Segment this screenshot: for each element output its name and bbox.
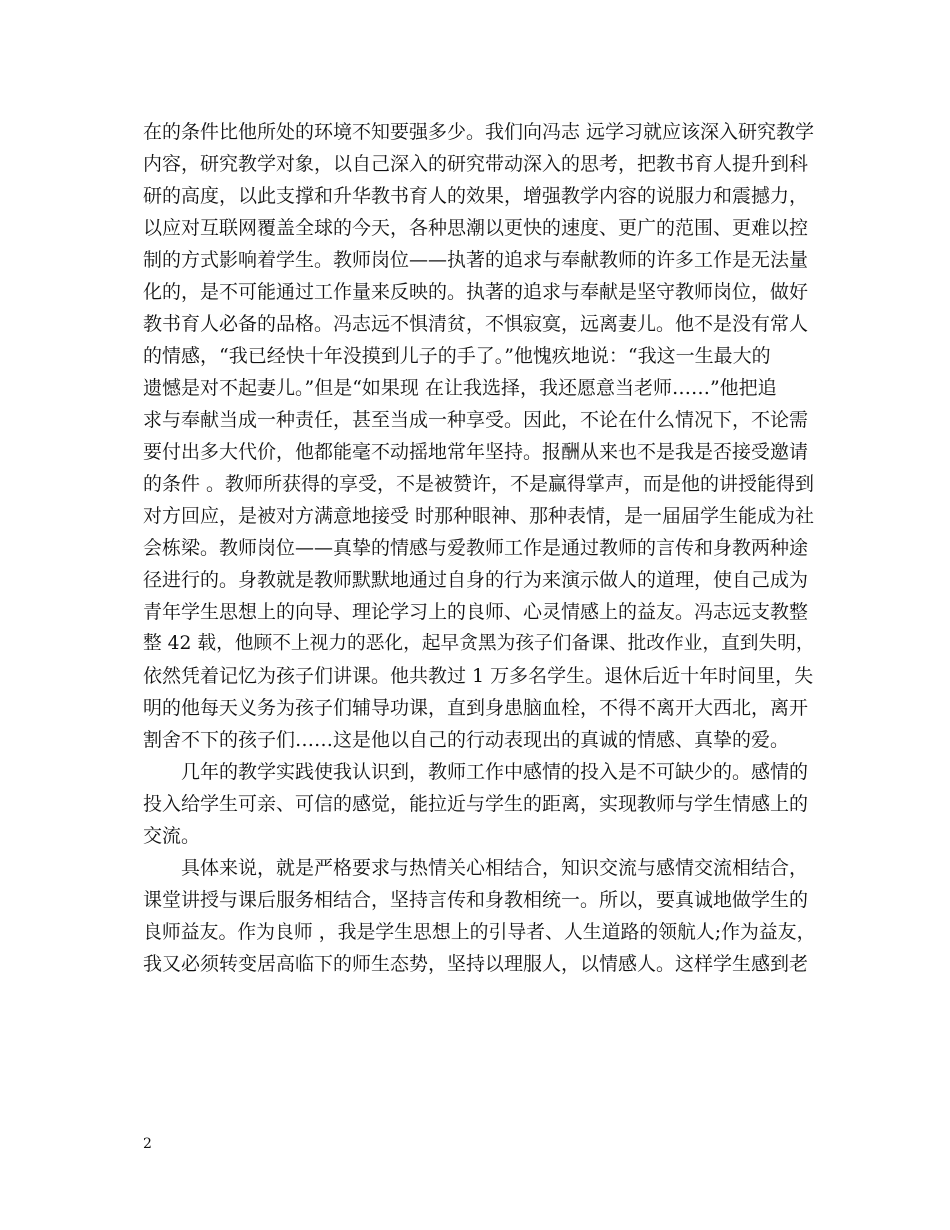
text-line: 求与奉献当成一种责任，甚至当成一种享受。因此，不论在什么情况下，不论需 [143, 409, 809, 431]
text-line: 良师益友。作为良师 ，我是学生思想上的引导者、人生道路的领航人;作为益友， [143, 921, 816, 943]
text-line: 制的方式影响着学生。教师岗位——执著的追求与奉献教师的许多工作是无法量 [143, 249, 809, 271]
text-line: 在的条件比他所处的环境不知要强多少。我们向冯志 远学习就应该深入研究教学 [143, 121, 815, 143]
text-line: 对方回应，是被对方满意地接受 时那种眼神、那种表情，是一届届学生能成为社 [143, 505, 815, 527]
text-line: 要付出多大代价，他都能毫不动摇地常年坚持。报酬从来也不是我是否接受邀请 [143, 441, 809, 463]
text-line: 径进行的。身教就是教师默默地通过自身的行为来演示做人的道理，使自己成为 [143, 569, 809, 591]
page-number: 2 [143, 1136, 152, 1152]
text-line: 的情感，“我已经快十年没摸到儿子的手了。”他愧疚地说：“我这一生最大的 [143, 345, 771, 367]
text-line: 青年学生思想上的向导、理论学习上的良师、心灵情感上的益友。冯志远支教整 [143, 601, 809, 623]
text-line: 课堂讲授与课后服务相结合，坚持言传和身教相统一。所以，要真诚地做学生的 [143, 889, 809, 911]
text-line: 教书育人必备的品格。冯志远不惧清贫，不惧寂寞，远离妻儿。他不是没有常人 [143, 313, 809, 335]
text-line: 明的他每天义务为孩子们辅导功课，直到身患脑血栓，不得不离开大西北，离开 [143, 697, 809, 719]
text-line: 内容，研究教学对象，以自己深入的研究带动深入的思考，把教书育人提升到科 [143, 153, 809, 175]
text-line: 的条件 。教师所获得的享受，不是被赞许，不是赢得掌声，而是他的讲授能得到 [143, 473, 815, 495]
text-line: 割舍不下的孩子们……这是他以自己的行动表现出的真诚的情感、真挚的爱。 [143, 729, 790, 751]
text-line: 整 42 载，他顾不上视力的恶化，起早贪黑为孩子们备课、批改作业，直到失明， [143, 633, 815, 654]
text-line: 以应对互联网覆盖全球的今天，各种思潮以更快的速度、更广的范围、更难以控 [143, 217, 809, 239]
text-line: 会栋梁。教师岗位——真挚的情感与爱教师工作是通过教师的言传和身教两种途 [143, 537, 809, 559]
text-line: 交流。 [143, 825, 201, 847]
text-line: 投入给学生可亲、可信的感觉，能拉近与学生的距离，实现教师与学生情感上的 [143, 793, 809, 815]
document-body [143, 116, 815, 980]
text-line: 几年的教学实践使我认识到，教师工作中感情的投入是不可缺少的。感情的 [181, 761, 809, 783]
text-line: 我又必须转变居高临下的师生态势，坚持以理服人，以情感人。这样学生感到老 [143, 953, 809, 975]
text-line: 遗憾是对不起妻儿。”但是“如果现 在让我选择，我还愿意当老师……”他把追 [143, 377, 777, 399]
text-line: 化的，是不可能通过工作量来反映的。执著的追求与奉献是坚守教师岗位，做好 [143, 281, 809, 303]
text-line: 研的高度，以此支撑和升华教书育人的效果，增强教学内容的说服力和震撼力， [143, 185, 809, 207]
text-line: 具体来说，就是严格要求与热情关心相结合，知识交流与感情交流相结合， [181, 857, 809, 879]
text-line: 依然凭着记忆为孩子们讲课。他共教过 1 万多名学生。退休后近十年时间里，失 [143, 665, 814, 687]
